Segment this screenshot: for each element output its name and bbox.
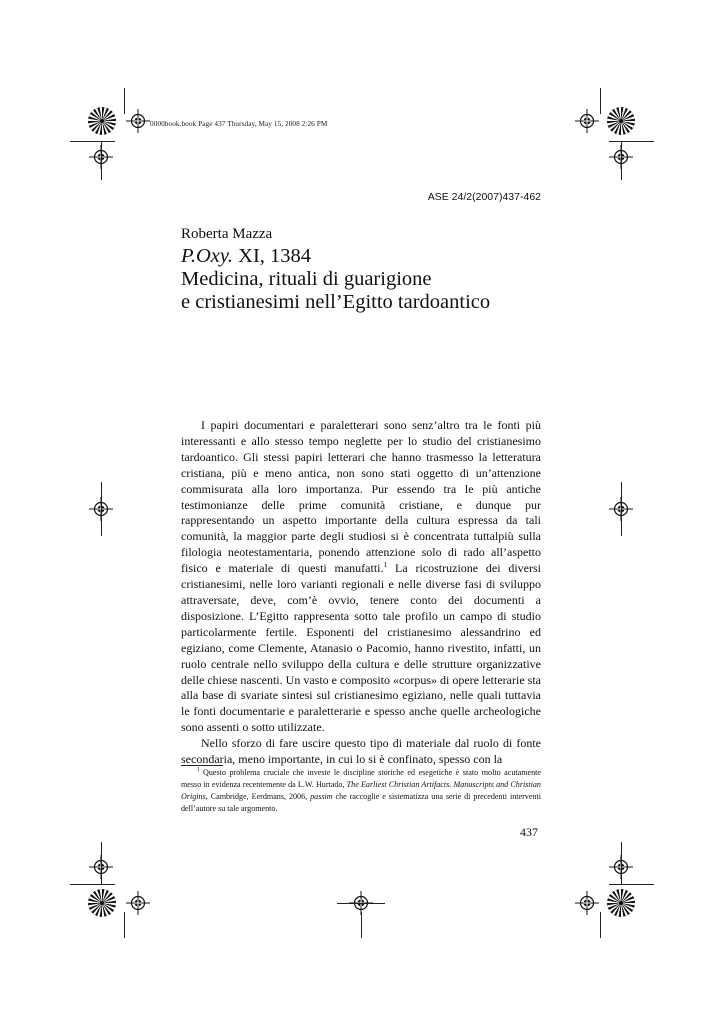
page-number: 437 [520,825,538,839]
crop-line [609,884,654,885]
article-title [181,245,561,314]
registration-mark [575,109,599,133]
crop-line [124,912,125,938]
crop-line [621,842,622,884]
crop-line [101,141,102,180]
footnote-reference[interactable]: 1 [383,560,388,570]
crop-line [600,88,601,114]
registration-mark [126,891,150,915]
paragraph-1 [181,418,541,736]
footnote-text-c: che raccoglie e sistematizza una serie di precedenti interventi dell’autore su tale argomento. [181,792,541,813]
title-number: XI, 1384 [233,245,312,267]
title-italic: P.Oxy. [181,245,234,267]
paragraph-1-text-a: I papiri documentari e paraletterari sono senz’altro tra le fonti più interessanti e allo stesso tempo neglette per lo studio del cristianesimo tardoantico. Gli stessi papiri letterari che hanno trasmesso la letteratura cristiana, più e meno antica, non sono stati oggetto di un’attenzione commisurata alla loro importanza. Pur essendo tra le più antiche testimonianze delle prime comunità cristiane, e dunque pur rappresentando un aspetto importante della cultura espressa da tali comunità, la maggior parte degli studiosi si è concentrata tuttalpiù sulla filologia neotestamentaria, ponendo attenzione solo di rado all’aspetto fisico e materiale di questi manufatti. [181,418,541,576]
title-line-2: Medicina, rituali di guarigione [181,268,432,290]
footnote-1 [181,767,541,815]
crop-line [337,903,385,904]
footnote-marker: 1 [197,767,200,774]
footnote-passim: passim [310,792,333,801]
title-line-1 [181,245,561,268]
footnote-separator [181,765,223,766]
sunburst-mark [87,888,117,918]
journal-reference: ASE 24/2(2007)437-462 [427,191,541,203]
crop-line [621,141,622,180]
sunburst-mark [87,106,117,136]
crop-line [621,482,622,536]
author-name: Roberta Mazza [181,226,273,242]
sunburst-mark [606,888,636,918]
footnote [181,767,541,815]
title-line-3: e cristianesimi nell’Egitto tardoantico [181,291,491,313]
footnote-book-title: The Earliest Christian Artifacts. Manuscripts and Christian Origins [181,780,541,801]
footnote-text-b: , Cambridge, Eerdmans, 2006, [205,792,311,801]
crop-line [600,912,601,938]
footnote-text-a: Questo problema cruciale che investe le discipline storiche ed esegetiche è stato molto acutamente messo in evidenza recentemente da L.W. Hurtado, [181,768,541,789]
crop-line [101,842,102,884]
crop-line [70,884,115,885]
body-text [181,418,541,768]
crop-line [609,141,654,142]
paragraph-2: Nello sforzo di fare uscire questo tipo di materiale dal ruolo di fonte secondaria, meno importante, in cui lo si è confinato, spesso con la [181,736,541,767]
registration-mark [575,891,599,915]
slug-line: 0000book.book Page 437 Thursday, May 15, 2008 2:26 PM [150,119,328,128]
sunburst-mark [606,106,636,136]
crop-line [361,912,362,938]
crop-line [124,88,125,114]
crop-line [70,141,115,142]
paragraph-1-text-b: La ricostruzione dei diversi cristianesimi, nelle loro varianti regionali e nelle diverse fasi di sviluppo attraversate, deve, com’è ovvio, tenere conto dei documenti a disposizione. L’Egitto rappresenta sotto tale profilo un campo di studio particolarmente fertile. Esponenti del cristianesimo alessandrino ed egiziano, come Clemente, Atanasio o Pacomio, hanno rivestito, infatti, un ruolo centrale nello sviluppo della cultura e delle strutture organizzative delle chiese nascenti. Un vasto e composito «corpus» di opere letterarie sta alla base di svariate sintesi sul cristianesimo egiziano, nelle quali tuttavia le fonti documentarie e paraletterarie e spesso anche quelle archeologiche sono assenti o sotto utilizzate. [181,561,542,735]
registration-mark [126,109,150,133]
crop-line [101,482,102,536]
